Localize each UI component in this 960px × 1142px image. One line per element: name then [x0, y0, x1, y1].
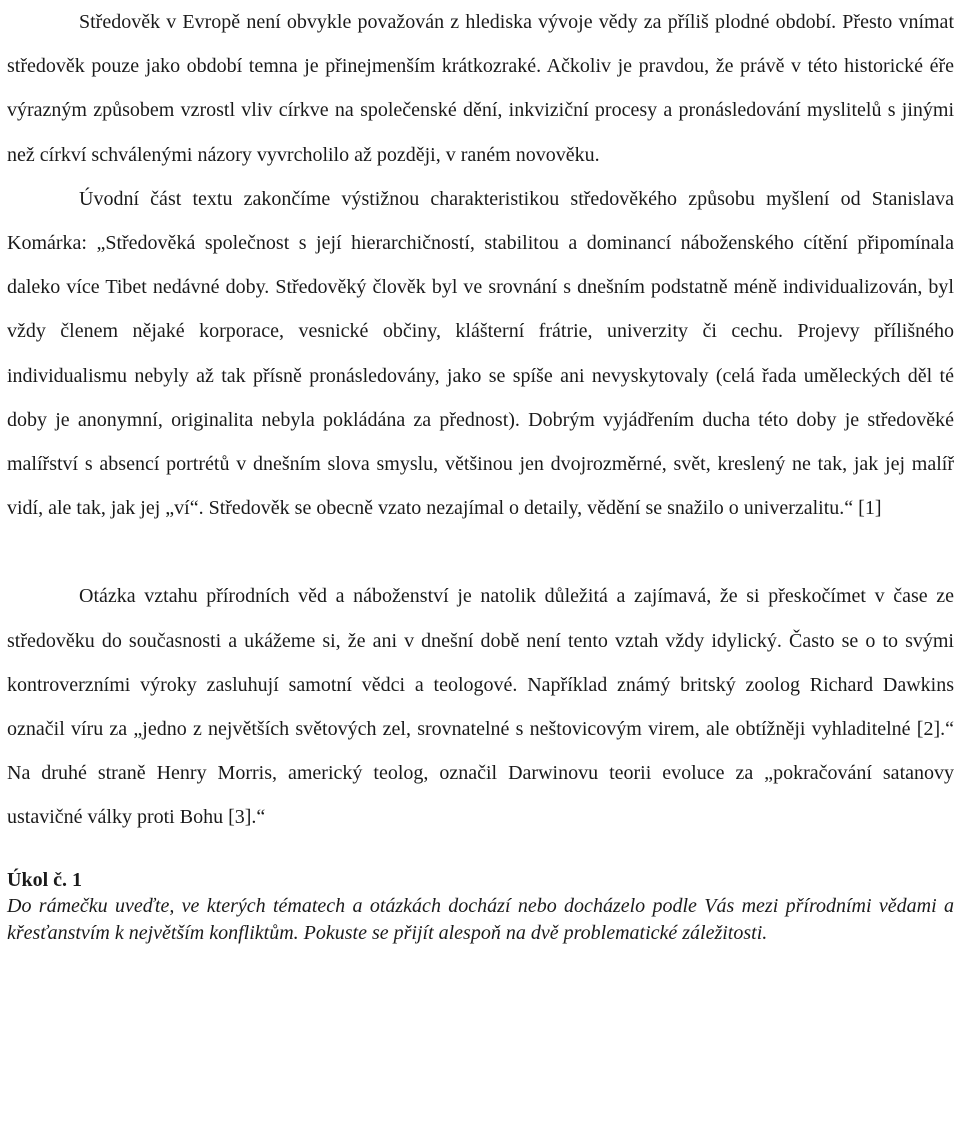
task-title: Úkol č. 1 — [7, 868, 82, 891]
document-page — [7, 0, 954, 948]
paragraph-komarek-quote — [7, 177, 954, 531]
paragraph-science-religion — [7, 574, 954, 839]
paragraph-text: Otázka vztahu přírodních věd a náboženství je natolik důležitá a zajímavá, že si přeskočímet v čase ze středověku do současnosti a ukážeme si, že ani v dnešní době není tento vztah vždy idylický. Často se o to svými kontroverzními výroky zasluhují samotní vědci a teologové. Například známý britský zoolog Richard Dawkins označil víru za „jedno z největších světových zel, srovnatelné s neštovicovým virem, ale obtížněji vyhladitelné [2].“ Na druhé straně Henry Morris, americký teolog, označil Darwinovu teorii evoluce za „pokračování satanovy ustavičné války proti Bohu [3].“ — [7, 585, 954, 829]
paragraph-text: Úvodní část textu zakončíme výstižnou charakteristikou středověkého způsobu myšlení od Stanislava Komárka: „Středověká společnost s její hierarchičností, stabilitou a dominancí náboženského cítění připomínala daleko více Tibet nedávné doby. Středověký člověk byl ve srovnání s dnešním podstatně méně individualizován, byl vždy členem nějaké korporace, vesnické občiny, klášterní frátrie, univerzity či cechu. Projevy přílišného individualismu nebyly až tak přísně pronásledovány, jako se spíše ani nevyskytovaly (celá řada uměleckých děl té doby je anonymní, originalita nebyla pokládána za přednost). Dobrým vyjádřením ducha této doby je středověké malířství s absencí portrétů v dnešním slova smyslu, většinou jen dvojrozměrné, svět, kreslený ne tak, jak jej malíř vidí, ale tak, jak jej „ví“. Středověk se obecně vzato nezajímal o detaily, vědění se snažilo o univerzalitu.“ [1] — [7, 187, 954, 520]
paragraph-middle-ages — [7, 0, 954, 177]
task-instructions: Do rámečku uveďte, ve kterých tématech a otázkách dochází nebo docházelo podle Vás mezi přírodními vědami a křesťanstvím k největším konfliktům. Pokuste se přijít alespoň na dvě problematické záležitosti. — [7, 894, 954, 945]
paragraph-text: Středověk v Evropě není obvykle považován z hlediska vývoje vědy za příliš plodné období. Přesto vnímat středověk pouze jako období temna je přinejmenším krátkozraké. Ačkoliv je pravdou, že právě v této historické éře výrazným způsobem vzrostl vliv církve na společenské dění, inkviziční procesy a pronásledování myslitelů s jinými než církví schválenými názory vyvrcholilo až později, v raném novověku. — [7, 11, 954, 166]
